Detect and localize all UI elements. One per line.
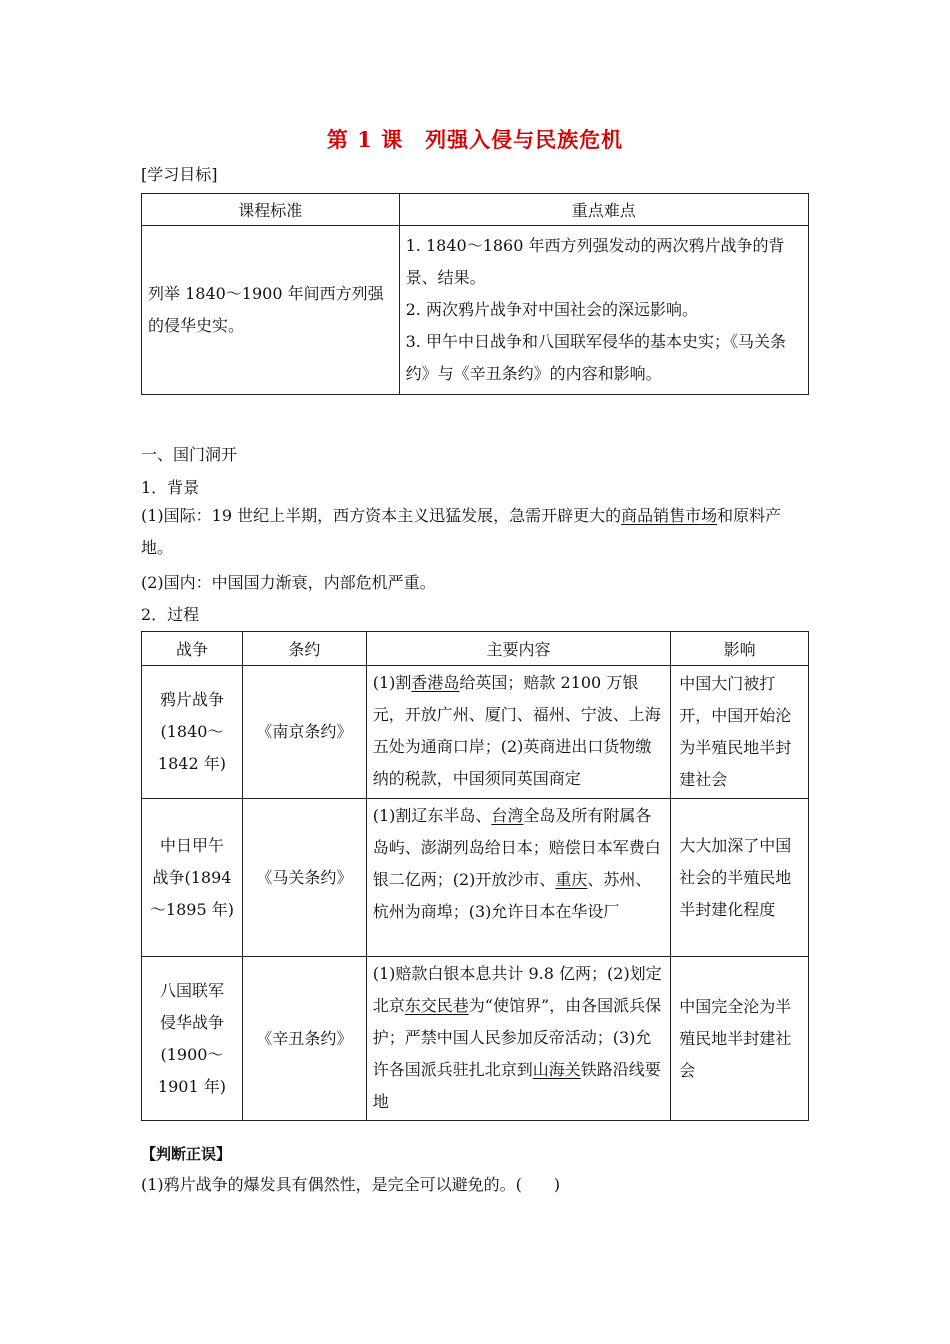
war-header-treaty: 条约: [242, 632, 366, 666]
section-heading: 一、国门洞开: [141, 445, 238, 464]
treaty-content: (1)割辽东半岛、台湾全岛及所有附属各岛屿、澎湖列岛给日本；赔偿日本军费白银二亿两；(2)开放沙市、重庆、苏州、杭州为商埠；(3)允许日本在华设厂: [366, 799, 670, 957]
background-domestic: (2)国内：中国国力渐衰，内部危机严重。: [141, 573, 436, 592]
table-row: [142, 799, 809, 957]
lesson-title: 第 1 课 列强入侵与民族危机: [326, 127, 624, 152]
goals-header-standard: 课程标准: [142, 194, 400, 226]
war-header-war: 战争: [142, 632, 243, 666]
background-international: (1)国际：19 世纪上半期，西方资本主义迅猛发展，急需开辟更大的商品销售市场和原料产地。: [141, 506, 782, 557]
treaty-name: 《南京条约》: [242, 666, 366, 799]
war-header-effect: 影响: [671, 632, 809, 666]
war-effect: 中国大门被打开，中国开始沦为半殖民地半封建社会: [671, 666, 809, 799]
background-heading: 1．背景: [141, 478, 200, 497]
war-effect: 大大加深了中国社会的半殖民地半封建化程度: [671, 799, 809, 957]
war-name: 八国联军 侵华战争 (1900～ 1901 年): [142, 957, 243, 1121]
underlined-term: 台湾: [491, 806, 524, 825]
treaty-name: 《辛丑条约》: [242, 957, 366, 1121]
war-name: 中日甲午 战争(1894 ～1895 年): [142, 799, 243, 957]
judge-label: 【判断正误】: [141, 1145, 232, 1163]
underlined-term: 重庆: [555, 870, 588, 889]
goal-point: 2. 两次鸦片战争对中国社会的深远影响。: [405, 300, 698, 319]
goal-point: 1. 1840～1860 年西方列强发动的两次鸦片战争的背景、结果。: [405, 236, 785, 287]
goal-point: 3. 甲午中日战争和八国联军侵华的基本史实；《马关条约》与《辛丑条约》的内容和影响。: [405, 332, 786, 383]
treaty-name: 《马关条约》: [242, 799, 366, 957]
goals-header-points: 重点难点: [399, 194, 808, 226]
treaty-content: (1)赔款白银本息共计 9.8 亿两；(2)划定北京东交民巷为“使馆界”，由各国派兵保护；严禁中国人民参加反帝活动；(3)允许各国派兵驻扎北京到山海关铁路沿线要地: [366, 957, 670, 1121]
goals-points-cell: [399, 226, 808, 395]
table-row: [142, 957, 809, 1121]
underlined-term: 商品销售市场: [621, 506, 718, 525]
process-heading: 2．过程: [141, 605, 200, 624]
underlined-term: 东交民巷: [404, 996, 469, 1015]
underlined-term: 山海关: [532, 1060, 581, 1079]
treaty-content: (1)割香港岛给英国；赔款 2100 万银元，开放广州、厦门、福州、宁波、上海五处为通商口岸；(2)英商进出口货物缴纳的税款，中国须同英国商定: [366, 666, 670, 799]
goals-standard-cell: 列举 1840～1900 年间西方列强的侵华史实。: [142, 226, 400, 395]
goals-table: [141, 193, 809, 395]
study-goals-label: [学习目标]: [141, 165, 218, 184]
war-effect: 中国完全沦为半殖民地半封建社会: [671, 957, 809, 1121]
underlined-term: 香港岛: [411, 673, 460, 692]
war-header-content: 主要内容: [366, 632, 670, 666]
war-name: 鸦片战争 (1840～ 1842 年): [142, 666, 243, 799]
war-table: [141, 631, 809, 1121]
question-1: (1)鸦片战争的爆发具有偶然性，是完全可以避免的。( ): [141, 1175, 561, 1194]
table-row: [142, 666, 809, 799]
